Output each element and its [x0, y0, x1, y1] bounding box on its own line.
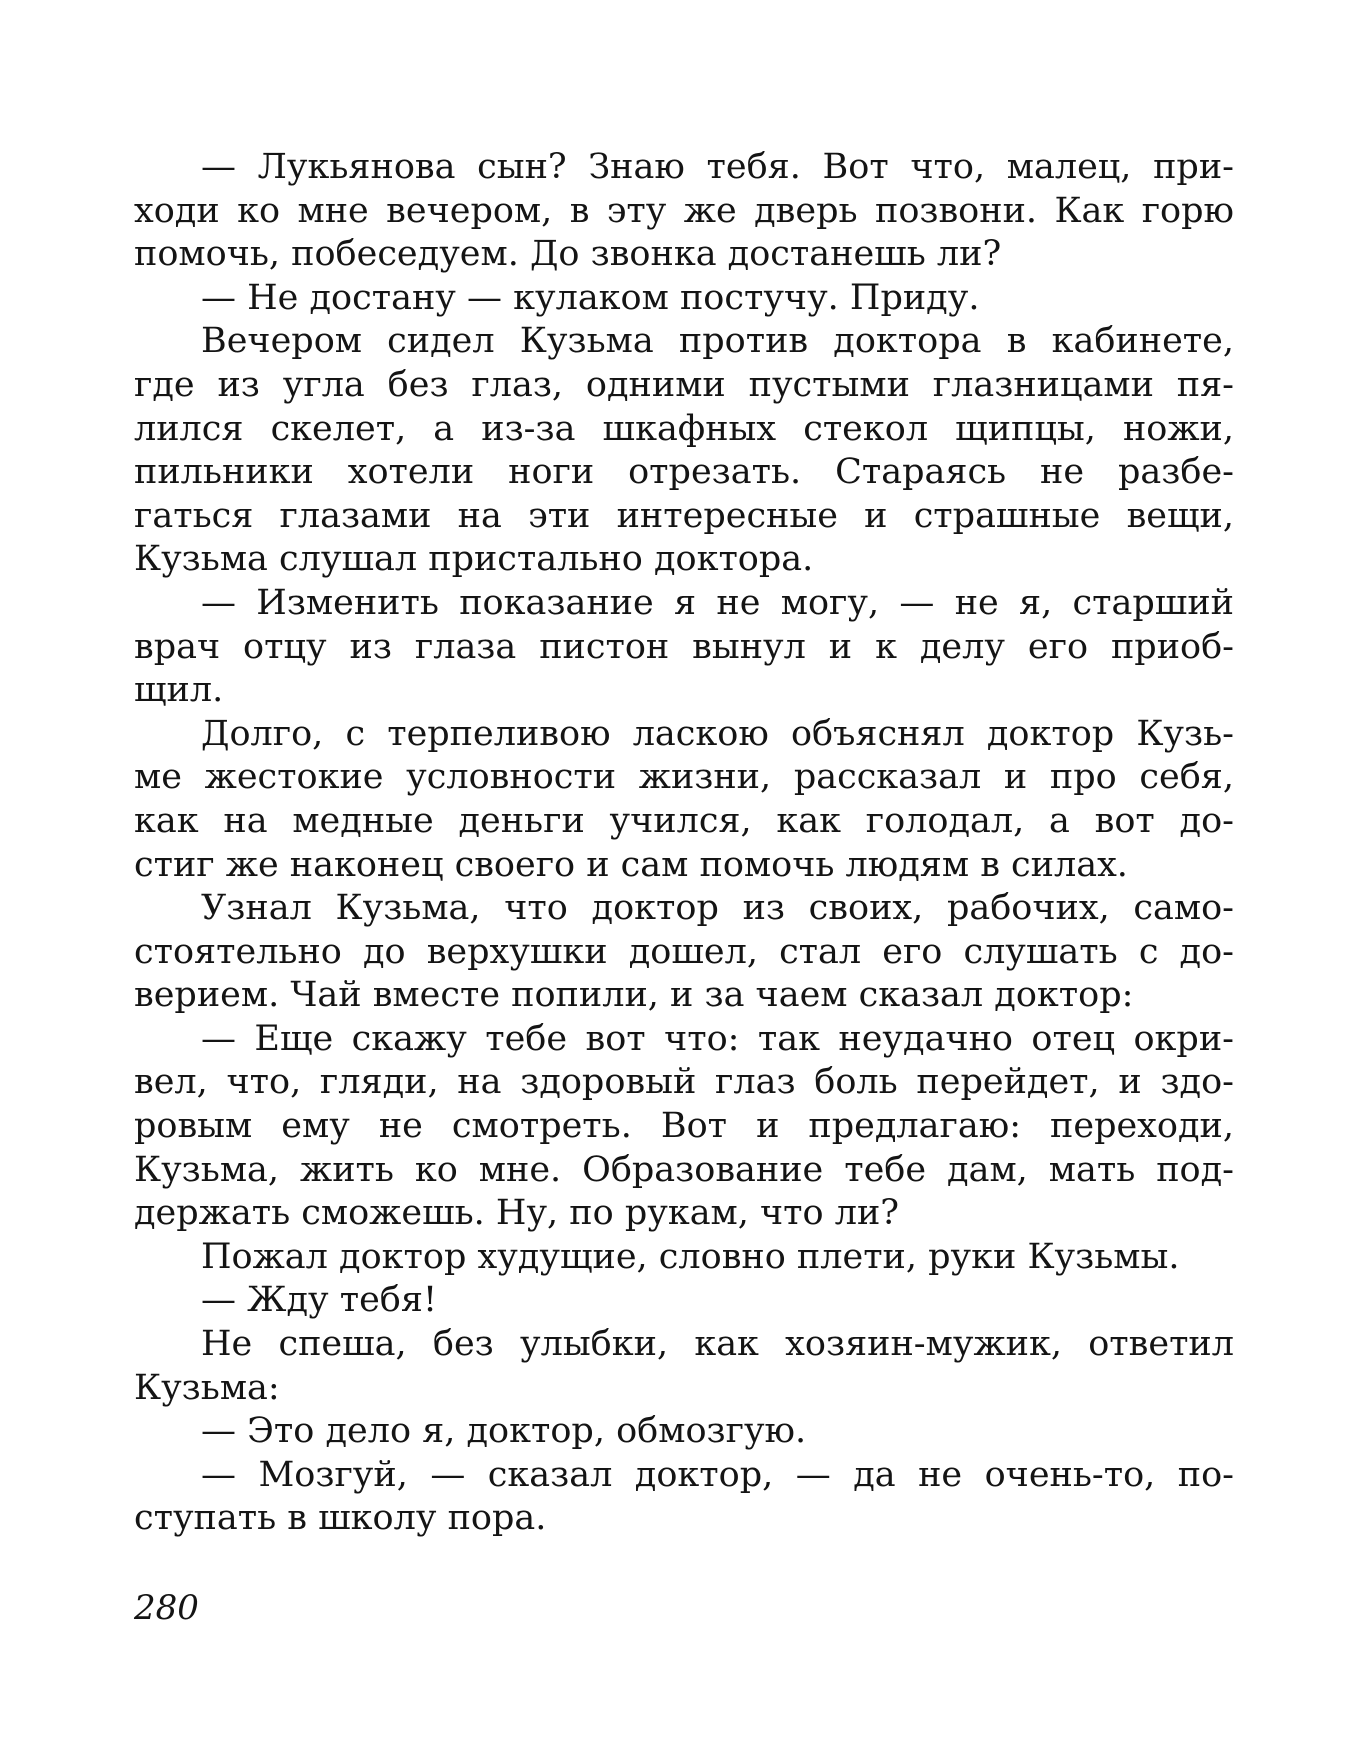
page-number: 280	[134, 1588, 199, 1628]
text-line: Долго, с терпеливою ласкою объяснял доктор Кузь-	[201, 713, 1234, 754]
text-line: ровым ему не смотреть. Вот и предлагаю: переходи,	[134, 1106, 1234, 1147]
text-line: — Жду тебя!	[201, 1280, 438, 1321]
text-line: ме жестокие условности жизни, рассказал и про себя,	[134, 757, 1234, 798]
text-line: — Не достану — кулаком постучу. Приду.	[201, 277, 980, 318]
text-line: вел, что, гляди, на здоровый глаз боль перейдет, и здо-	[134, 1062, 1234, 1103]
text-line: Не спеша, без улыбки, как хозяин-мужик, ответил	[201, 1324, 1234, 1365]
text-line: где из угла без глаз, одними пустыми глазницами пя-	[134, 364, 1234, 405]
body-text	[134, 146, 1234, 1541]
text-line: стоятельно до верхушки дошел, стал его слушать с до-	[134, 931, 1234, 972]
text-line: врач отцу из глаза пистон вынул и к делу его приоб-	[134, 626, 1234, 667]
text-line: — Изменить показание я не могу, — не я, старший	[201, 582, 1234, 623]
text-line: лился скелет, а из-за шкафных стекол щипцы, ножи,	[134, 408, 1234, 449]
text-line: Вечером сидел Кузьма против доктора в кабинете,	[201, 321, 1234, 362]
text-line: — Мозгуй, — сказал доктор, — да не очень-то, по-	[201, 1454, 1234, 1495]
text-line: — Это дело я, доктор, обмозгую.	[201, 1411, 807, 1452]
text-line: помочь, побеседуем. До звонка достанешь ли?	[134, 234, 1002, 275]
text-line: ступать в школу пора.	[134, 1498, 547, 1539]
text-line: верием. Чай вместе попили, и за чаем сказал доктор:	[134, 975, 1134, 1016]
text-line: держать сможешь. Ну, по рукам, что ли?	[134, 1193, 900, 1234]
text-line: гаться глазами на эти интересные и страшные вещи,	[134, 495, 1234, 536]
text-line: Кузьма, жить ко мне. Образование тебе дам, мать под-	[134, 1149, 1234, 1190]
text-line: Пожал доктор худущие, словно плети, руки Кузьмы.	[201, 1236, 1180, 1277]
text-line: стиг же наконец своего и сам помочь людям в силах.	[134, 844, 1128, 885]
text-line: ходи ко мне вечером, в эту же дверь позвони. Как горю	[134, 190, 1234, 231]
text-line: — Лукьянова сын? Знаю тебя. Вот что, малец, при-	[201, 147, 1234, 187]
text-line: щил.	[134, 670, 224, 711]
text-line: Кузьма слушал пристально доктора.	[134, 539, 814, 580]
text-line: Узнал Кузьма, что доктор из своих, рабочих, само-	[201, 888, 1234, 929]
text-line: как на медные деньги учился, как голодал, а вот до-	[134, 800, 1234, 841]
text-line: Кузьма:	[134, 1367, 280, 1408]
text-line: — Еще скажу тебе вот что: так неудачно отец окри-	[201, 1018, 1234, 1059]
text-line: пильники хотели ноги отрезать. Стараясь не разбе-	[134, 452, 1234, 493]
